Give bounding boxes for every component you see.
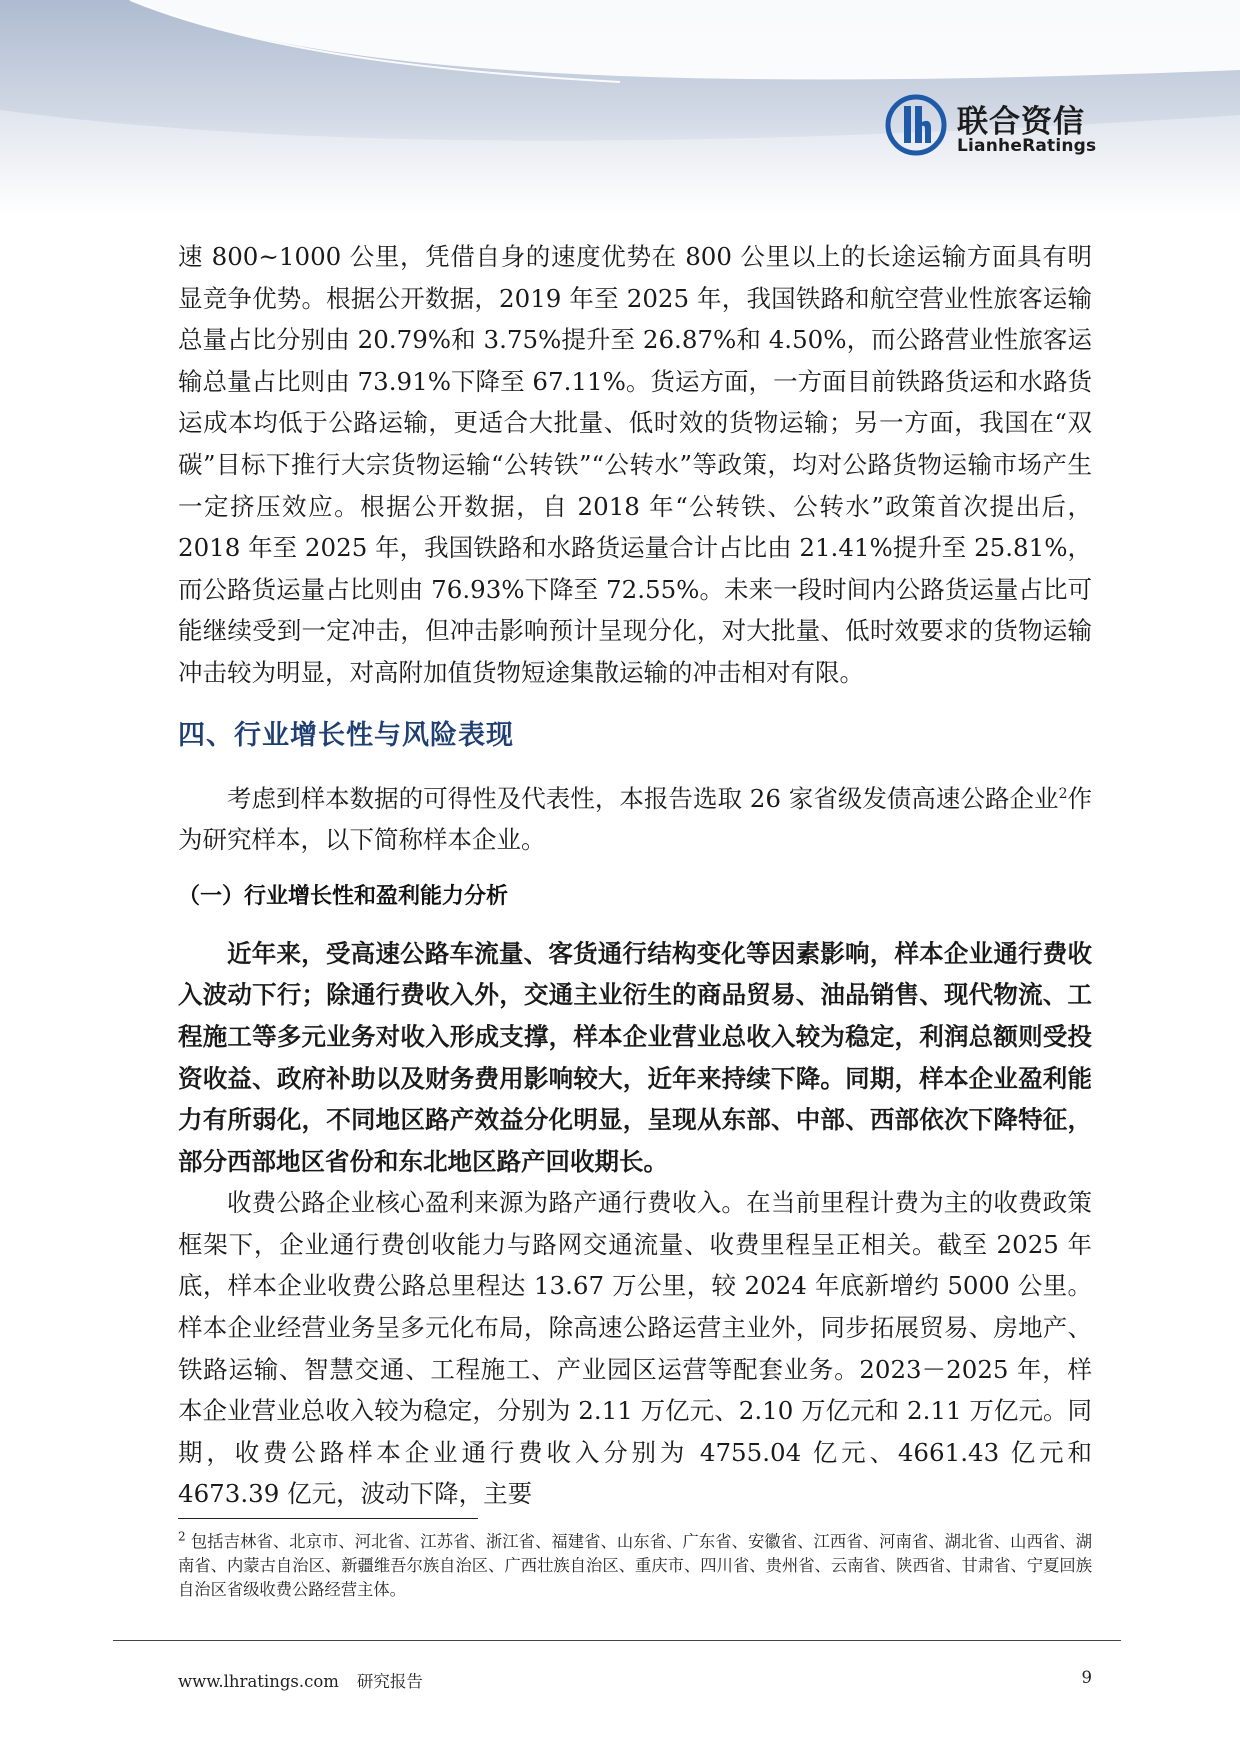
lianhe-lh-mark-icon: [885, 94, 947, 156]
footer-left: [178, 1668, 423, 1692]
footer-website-link[interactable]: www.lhratings.com: [178, 1672, 339, 1691]
footnote-text: 包括吉林省、北京市、河北省、江苏省、浙江省、福建省、山东省、广东省、安徽省、江西省、河南省、湖北省、山西省、湖南省、内蒙古自治区、新疆维吾尔族自治区、广西壮族自治区、重庆市、四川省、贵州省、云南省、陕西省、甘肃省、宁夏回族自治区省级收费公路经营主体。: [178, 1532, 1092, 1599]
intro-text-before: 考虑到样本数据的可得性及代表性，本报告选取 26 家省级发债高速公路企业: [227, 783, 1059, 813]
footer-rule: [113, 1640, 1121, 1641]
footnote-reference[interactable]: 2: [1058, 785, 1068, 802]
continued-paragraph: 速 800~1000 公里，凭借自身的速度优势在 800 公里以上的长途运输方面具有明显竞争优势。根据公开数据，2019 年至 2025 年，我国铁路和航空营业性旅客运输总量占比分别由 20.79%和 3.75%提升至 26.87%和 4.50%，而公路营业性旅客运输总量占比则由 73.91%下降至 67.11%。货运方面，一方面目前铁路货运和水路货运成本均低于公路运输，更适合大批量、低时效的货物运输；另一方面，我国在“双碳”目标下推行大宗货物运输“公转铁”“公转水”等政策，均对公路货物运输市场产生一定挤压效应。根据公开数据，自 2018 年“公转铁、公转水”政策首次提出后，2018 年至 2025 年，我国铁路和水路货运量合计占比由 21.41%提升至 25.81%，而公路货运量占比则由 76.93%下降至 72.55%。未来一段时间内公路货运量占比可能继续受到一定冲击，但冲击影响预计呈现分化，对大批量、低时效要求的货物运输冲击较为明显，对高附加值货物短途集散运输的冲击相对有限。: [178, 242, 1092, 687]
logo-wordmark-en: LianheRatings: [957, 136, 1097, 156]
report-body: [178, 236, 1092, 1515]
page-number: 9: [1081, 1668, 1092, 1687]
body-paragraph: 收费公路企业核心盈利来源为路产通行费收入。在当前里程计费为主的收费政策框架下，企业通行费创收能力与路网交通流量、收费里程呈正相关。截至 2025 年底，样本企业收费公路总里程达 13.67 万公里，较 2024 年底新增约 5000 公里。样本企业经营业务呈多元化布局，除高速公路运营主业外，同步拓展贸易、房地产、铁路运输、智慧交通、工程施工、产业园区运营等配套业务。2023－2025 年，样本企业营业总收入较为稳定，分别为 2.11 万亿元、2.10 万亿元和 2.11 万亿元。同期，收费公路样本企业通行费收入分别为 4755.04 亿元、4661.43 亿元和 4673.39 亿元，波动下降，主要: [178, 1188, 1092, 1509]
footnote: [178, 1530, 1092, 1602]
sub-heading: （一）行业增长性和盈利能力分析: [178, 883, 509, 909]
section-heading: 四、行业增长性与风险表现: [178, 719, 514, 751]
intro-text-after: 作为研究样本，以下简称样本企业。: [178, 783, 1093, 855]
footnote-rule: [178, 1518, 478, 1519]
footer-doc-type: 研究报告: [356, 1672, 423, 1691]
footnote-marker: 2: [178, 1529, 186, 1544]
logo-wordmark-cn: 联合资信: [957, 104, 1085, 140]
company-logo: [885, 90, 1125, 170]
intro-paragraph: [178, 778, 1092, 861]
summary-paragraph: 近年来，受高速公路车流量、客货通行结构变化等因素影响，样本企业通行费收入波动下行；除通行费收入外，交通主业衍生的商品贸易、油品销售、现代物流、工程施工等多元业务对收入形成支撑，样本企业营业总收入较为稳定，利润总额则受投资收益、政府补助以及财务费用影响较大，近年来持续下降。同期，样本企业盈利能力有所弱化，不同地区路产效益分化明显，呈现从东部、中部、西部依次下降特征，部分西部地区省份和东北地区路产回收期长。: [178, 938, 1092, 1176]
